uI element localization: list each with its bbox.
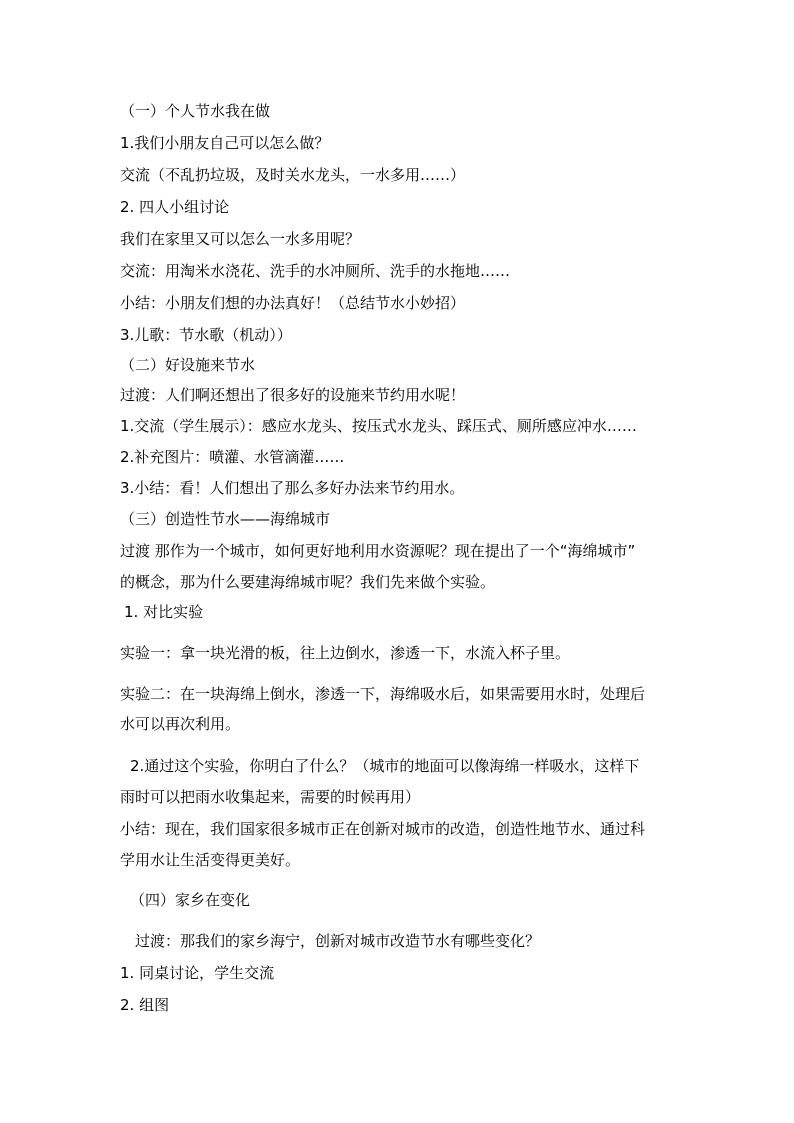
text-line: 我们在家里又可以怎么一水多用呢？ [120,230,361,248]
text-line: 3.儿歌：节水歌（机动）） [120,326,292,344]
text-line: 实验二：在一块海绵上倒水，渗透一下，海绵吸水后，如果需要用水时，处理后 [120,685,646,703]
text-line: 交流：用淘米水浇花、洗手的水冲厕所、洗手的水拖地…… [120,262,511,280]
text-line: 过渡：人们啊还想出了很多好的设施来节约用水呢！ [120,386,466,404]
text-line: 2. 组图 [120,996,170,1014]
text-line: 小结：小朋友们想的办法真好！（总结节水小妙招） [120,294,466,312]
text-line: 交流（不乱扔垃圾，及时关水龙头，一水多用……） [120,166,466,184]
text-line: 2.补充图片：喷灌、水管滴灌…… [120,448,345,466]
text-line: 1. 对比实验 [124,603,204,621]
text-line: 1.我们小朋友自己可以怎么做？ [120,134,330,152]
text-line: 实验一：拿一块光滑的板，往上边倒水，渗透一下，水流入杯子里。 [120,644,571,662]
section-heading-3: （三）创造性节水——海绵城市 [120,510,331,528]
section-heading-4: （四）家乡在变化 [130,891,251,909]
text-line: 雨时可以把雨水收集起来，需要的时候再用） [120,788,421,806]
text-line: 2. 四人小组讨论 [120,198,230,216]
text-line: 过渡 那作为一个城市，如何更好地利用水资源呢？现在提出了一个“海绵城市” [120,542,636,560]
text-line: 学用水让生活变得更美好。 [120,851,301,869]
text-line: 3.小结：看！人们想出了那么多好办法来节约用水。 [120,479,465,497]
text-line: 的概念，那为什么要建海绵城市呢？我们先来做个实验。 [120,573,496,591]
section-heading-2: （二）好设施来节水 [120,356,256,374]
text-line: 1.交流（学生展示）：感应水龙头、按压式水龙头、踩压式、厕所感应冲水…… [120,417,637,435]
text-line: 1. 同桌讨论，学生交流 [120,964,275,982]
section-heading-1: （一）个人节水我在做 [120,102,271,120]
text-line: 小结：现在，我们国家很多城市正在创新对城市的改造，创造性地节水、通过科 [120,820,646,838]
text-line: 2.通过这个实验，你明白了什么？（城市的地面可以像海绵一样吸水，这样下 [130,757,640,775]
text-line: 过渡：那我们的家乡海宁，创新对城市改造节水有哪些变化？ [135,932,541,950]
text-line: 水可以再次利用。 [120,715,241,733]
